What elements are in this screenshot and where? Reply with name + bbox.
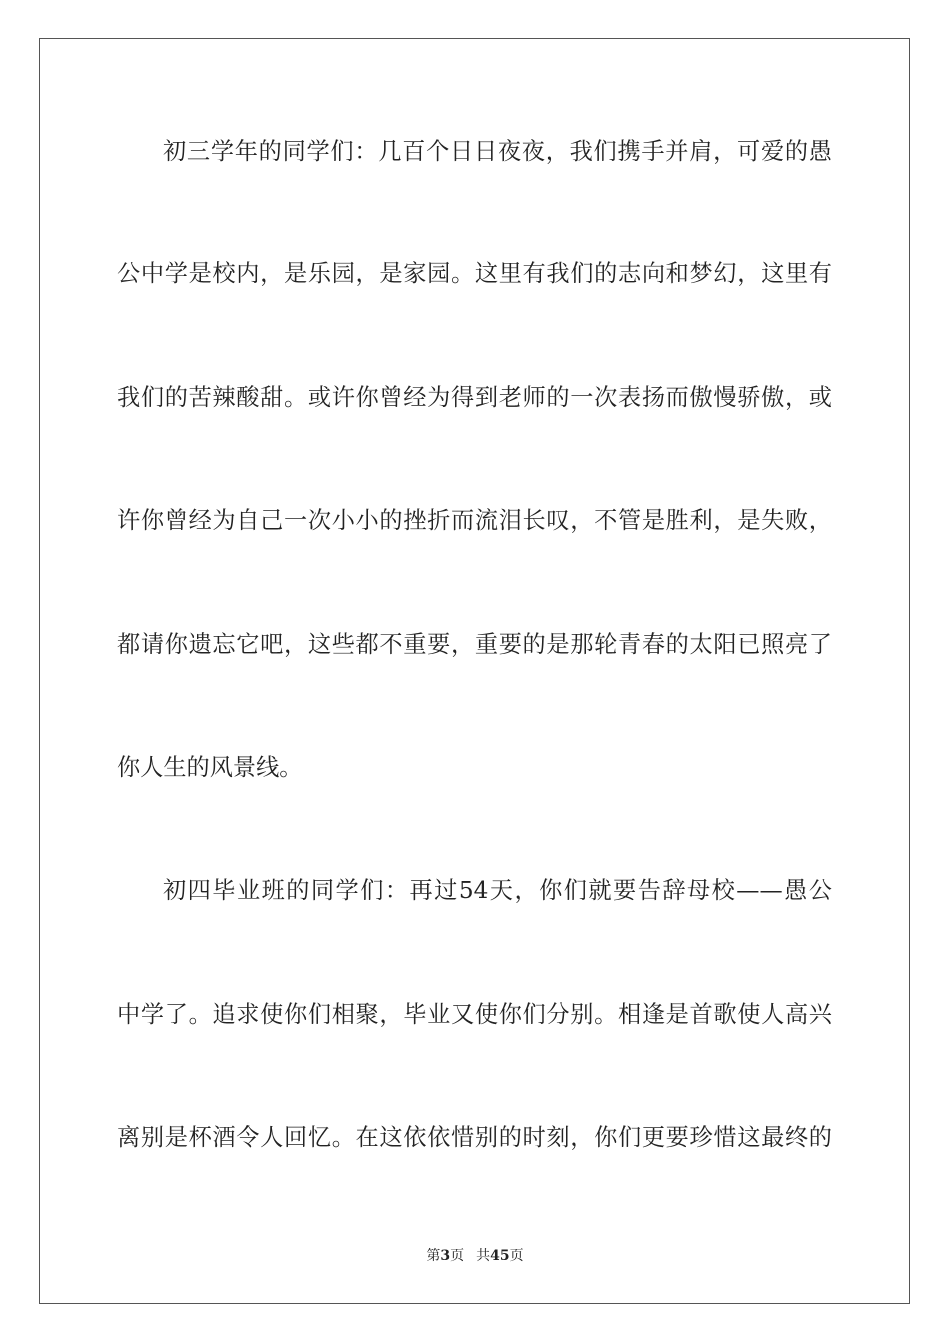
text-line: 许你曾经为自己一次小小的挫折而流泪长叹，不管是胜利，是失败，: [117, 507, 832, 534]
text-line: 公中学是校内，是乐园，是家园。这里有我们的志向和梦幻，这里有: [117, 260, 832, 287]
page-label-prefix: 第: [426, 1248, 441, 1264]
text-line: 中学了。追求使你们相聚，毕业又使你们分别。相逢是首歌使人高兴: [117, 1001, 832, 1028]
text-line: 初三学年的同学们：几百个日日夜夜，我们携手并肩，可爱的愚: [163, 138, 832, 165]
page-number: 3: [440, 1248, 451, 1264]
total-label-suffix: 页: [509, 1248, 524, 1264]
text-line: 你人生的风景线。: [117, 754, 303, 781]
text-line: 都请你遗忘它吧，这些都不重要，重要的是那轮青春的太阳已照亮了: [117, 631, 832, 658]
text-line: 我们的苦辣酸甜。或许你曾经为得到老师的一次表扬而傲慢骄傲，或: [117, 384, 832, 411]
total-pages: 45: [490, 1248, 510, 1264]
total-label-prefix: 共: [476, 1248, 491, 1264]
page-border: [39, 38, 910, 1304]
page-footer: [0, 1247, 950, 1265]
text-line: 初四毕业班的同学们：再过54天，你们就要告辞母校——愚公: [163, 877, 832, 904]
page-label-suffix: 页: [450, 1248, 465, 1264]
text-line: 离别是杯酒令人回忆。在这依依惜别的时刻，你们更要珍惜这最终的: [117, 1124, 832, 1151]
